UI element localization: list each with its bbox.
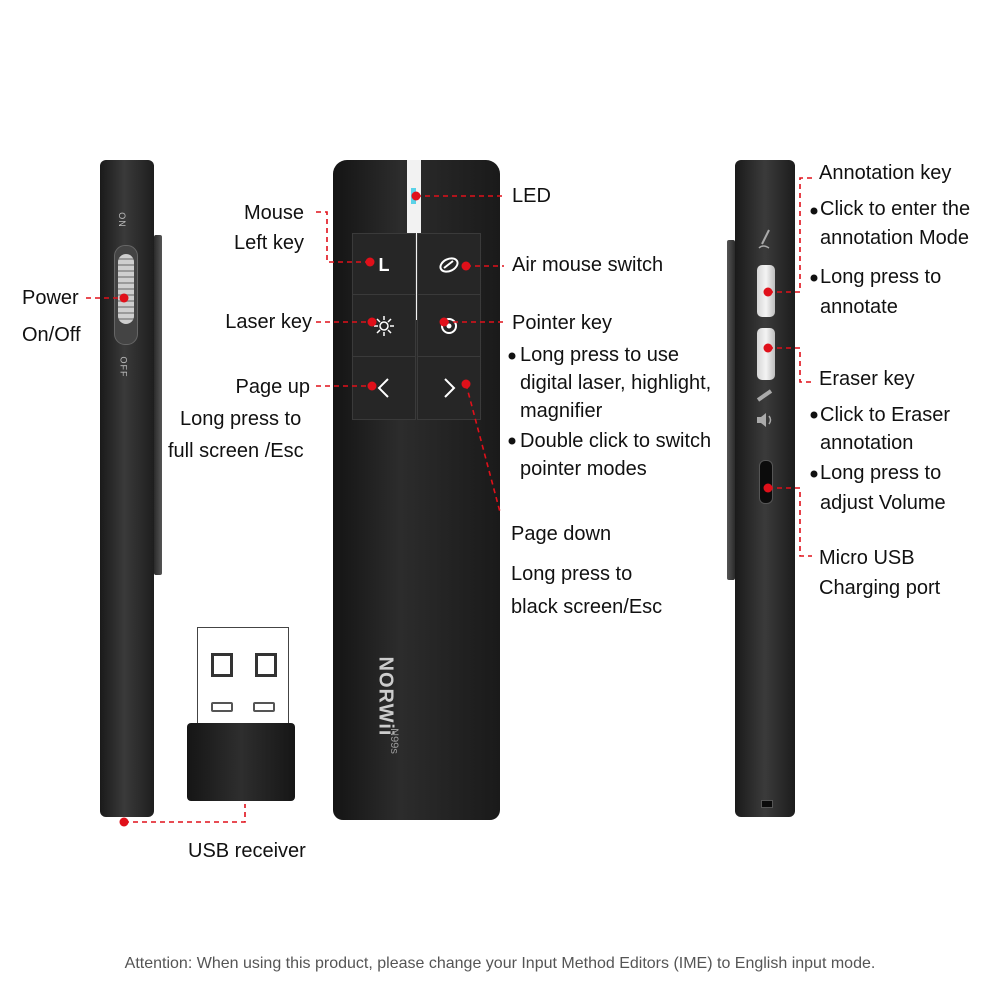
pointer-bullet-2-line-1: Double click to switch (520, 430, 712, 452)
annotation-key-label: Annotation key (819, 162, 952, 184)
annotation-bullet-2-line-1: Long press to (820, 266, 942, 288)
page-down-desc-2: black screen/Esc (511, 596, 663, 618)
eraser-key-label: Eraser key (819, 368, 915, 390)
power-label: Power (22, 287, 79, 309)
eraser-bullet-1-line-2: annotation (820, 432, 914, 454)
brand-logo: NORWii (374, 656, 397, 737)
mouse-label: Mouse (243, 202, 304, 224)
switch-off-label: OFF (118, 356, 129, 378)
annotation-bullet-1-line-1: Click to enter the (820, 198, 971, 220)
page-up-label: Page up (235, 376, 310, 398)
micro-usb-label: Micro USB (819, 547, 915, 569)
pointer-bullet-1-line-2: digital laser, highlight, (520, 372, 712, 394)
switch-on-label: ON (116, 212, 127, 228)
attention-note: Attention: When using this product, please change your Input Method Editors (IME) to English input mode. (124, 955, 876, 972)
model-name: N99s (387, 728, 400, 754)
left-key-label: Left key (233, 232, 304, 254)
page-up-desc-2: full screen /Esc (168, 440, 304, 462)
air-mouse-switch-label: Air mouse switch (512, 254, 664, 276)
on-off-label: On/Off (22, 324, 81, 346)
pointer-key-label: Pointer key (512, 312, 613, 334)
page-down-desc-1: Long press to (511, 563, 633, 585)
pointer-bullet-1-line-1: Long press to use (520, 344, 679, 366)
eraser-bullet-2-line-2: adjust Volume (820, 492, 946, 514)
annotation-bullet-1-line-2: annotation Mode (820, 227, 970, 249)
left-key-glyph: L (378, 254, 390, 275)
page-up-desc-1: Long press to (180, 408, 302, 430)
page-down-label: Page down (511, 523, 612, 545)
led-label: LED (512, 185, 551, 207)
pointer-bullet-1-line-3: magnifier (520, 400, 603, 422)
annotation-bullet-2-line-2: annotate (820, 296, 898, 318)
pointer-bullet-2-line-2: pointer modes (520, 458, 647, 480)
charging-port-label: Charging port (819, 577, 941, 599)
eraser-bullet-1-line-1: Click to Eraser (820, 404, 951, 426)
laser-key-label: Laser key (225, 311, 312, 333)
usb-receiver-label: USB receiver (188, 840, 306, 862)
eraser-bullet-2-line-1: Long press to (820, 462, 942, 484)
